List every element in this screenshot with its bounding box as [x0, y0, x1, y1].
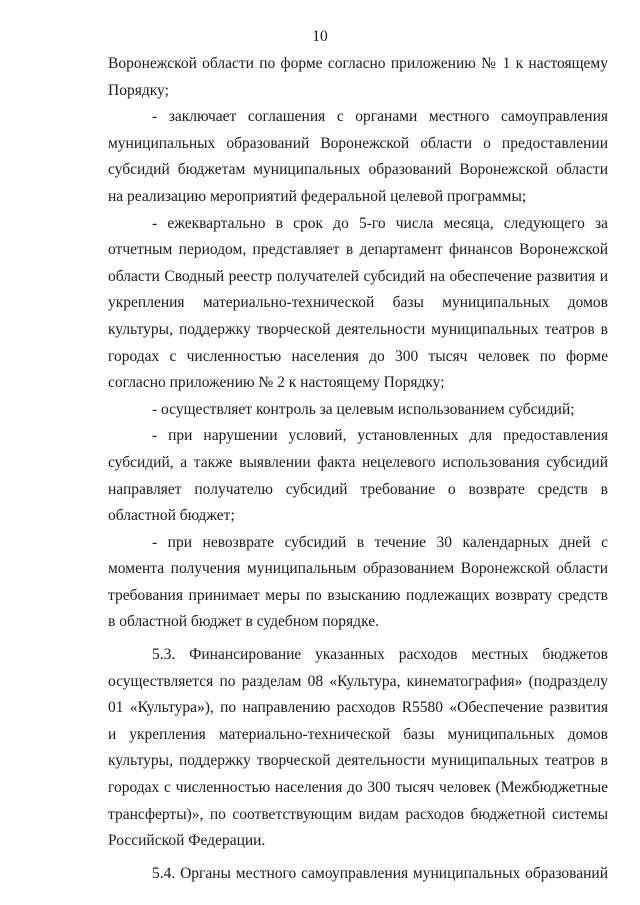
text-line: области Сводный реестр получателей субсидий на обеспечение развития и	[108, 267, 608, 285]
page-number: 10	[312, 28, 328, 45]
text-line: трансферты)», по соответствующим видам расходов бюджетной системы	[108, 805, 608, 823]
text-line: укрепления материально-технической базы муниципальных домов	[108, 294, 608, 312]
text-line: осуществляется по разделам 08 «Культура, кинематография» (подразделу	[108, 672, 608, 690]
text-line: согласно приложению № 2 к настоящему Порядку;	[108, 374, 445, 392]
text-line: культуры, поддержку творческой деятельности муниципальных театров в	[108, 752, 608, 770]
text-line: субсидий, а также выявлении факта нецелевого использования субсидий	[108, 453, 608, 471]
text-line: муниципальных образований Воронежской области о предоставлении	[108, 134, 608, 152]
text-line: на реализацию мероприятий федеральной целевой программы;	[108, 187, 527, 205]
text-line: - осуществляет контроль за целевым использованием субсидий;	[152, 400, 575, 418]
text-line: городах с численностью населения до 300 тысяч человек по форме	[108, 347, 608, 365]
text-line: областной бюджет;	[108, 507, 235, 525]
text-line: в областной бюджет в судебном порядке.	[108, 613, 379, 631]
text-line: Порядку;	[108, 81, 169, 99]
text-line: 01 «Культура»), по направлению расходов R5580 «Обеспечение развития	[108, 699, 608, 717]
document-body	[108, 51, 608, 887]
text-line: субсидий бюджетам муниципальных образований Воронежской области	[108, 161, 608, 179]
text-line: - при невозврате субсидий в течение 30 календарных дней с	[152, 533, 608, 551]
text-line: - при нарушении условий, установленных для предоставления	[152, 427, 608, 445]
text-line: требования принимает меры по взысканию подлежащих возврату средств	[108, 586, 608, 604]
text-line: 5.3. Финансирование указанных расходов местных бюджетов	[152, 646, 608, 664]
text-line: городах с численностью населения до 300 тысяч человек (Межбюджетные	[108, 779, 608, 797]
text-line: культуры, поддержку творческой деятельности муниципальных театров в	[108, 320, 608, 338]
text-line: момента получения муниципальным образованием Воронежской области	[108, 560, 608, 578]
text-line: - ежеквартально в срок до 5-го числа месяца, следующего за	[152, 214, 608, 232]
text-line: - заключает соглашения с органами местного самоуправления	[152, 108, 608, 126]
text-line: и укрепления материально-технической базы муниципальных домов	[108, 725, 608, 743]
text-line: отчетным периодом, представляет в департамент финансов Воронежской	[108, 241, 608, 259]
text-line: 5.4. Органы местного самоуправления муниципальных образований	[152, 864, 608, 882]
text-line: Воронежской области по форме согласно приложению № 1 к настоящему	[108, 55, 608, 72]
text-line: направляет получателю субсидий требование о возврате средств в	[108, 480, 608, 498]
text-line: Российской Федерации.	[108, 832, 266, 850]
